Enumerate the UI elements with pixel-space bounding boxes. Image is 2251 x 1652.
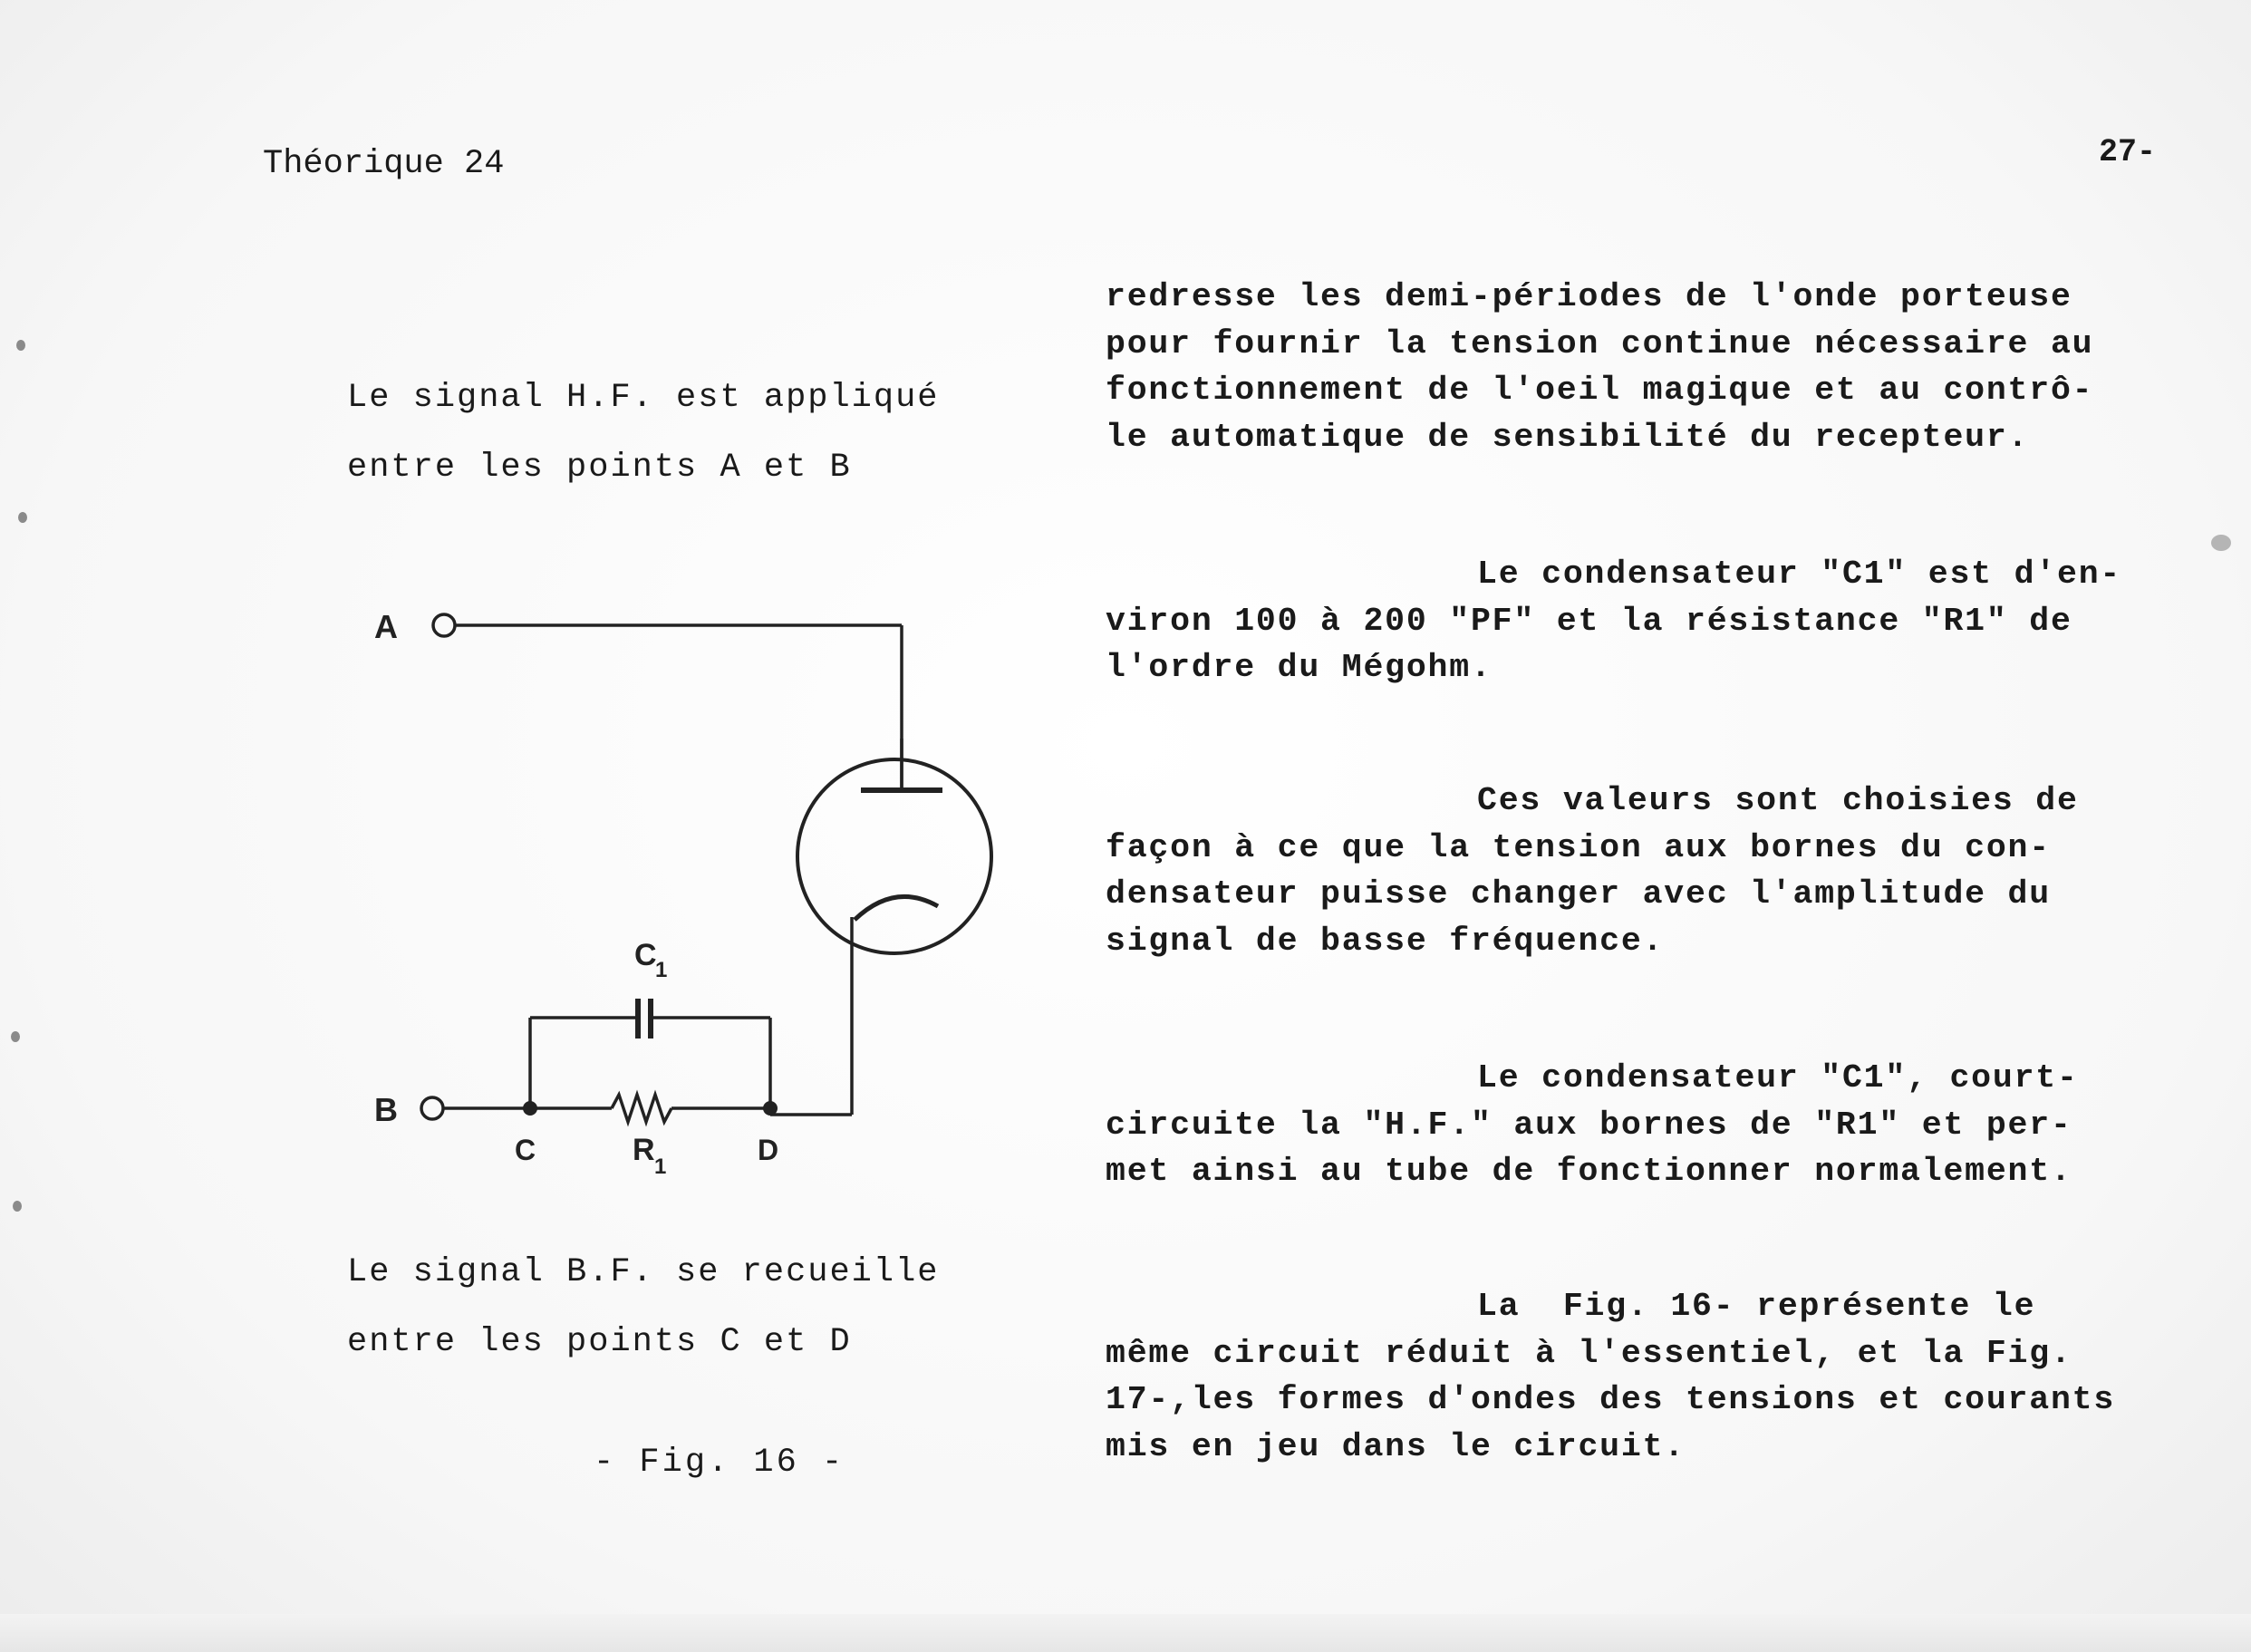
text-line: même circuit réduit à l'essentiel, et la Fig. — [1106, 1334, 2072, 1372]
scan-mark — [16, 340, 25, 351]
text-line: le automatique de sensibilité du recepteur. — [1106, 418, 2030, 456]
intro-line-1: Le signal H.F. est appliqué — [347, 379, 940, 417]
text-line: 17-,les formes d'ondes des tensions et courants — [1106, 1381, 2116, 1418]
scan-mark — [2211, 535, 2231, 551]
text-line: Le condensateur "C1" est d'en- — [1477, 555, 2122, 593]
label-b: B — [374, 1091, 398, 1128]
label-d: D — [758, 1134, 779, 1166]
scan-mark — [11, 1031, 20, 1042]
label-c1-sub: 1 — [655, 958, 668, 982]
label-c: C — [515, 1134, 536, 1166]
label-r1: R — [633, 1133, 655, 1167]
intro-line-2: entre les points A et B — [347, 449, 852, 487]
paragraph-4 — [1106, 1055, 2193, 1195]
text-line: redresse les demi-périodes de l'onde porteuse — [1106, 278, 2072, 315]
paragraph-3 — [1106, 778, 2193, 964]
junction-d — [763, 1101, 778, 1116]
text-line: l'ordre du Mégohm. — [1106, 649, 1493, 686]
label-a: A — [374, 608, 398, 645]
terminal-a — [433, 614, 455, 636]
text-line: Le condensateur "C1", court- — [1477, 1059, 2079, 1097]
text-line: Ces valeurs sont choisies de — [1477, 782, 2079, 819]
figure-caption: - Fig. 16 - — [594, 1444, 845, 1482]
scan-mark — [13, 1201, 22, 1212]
text-line: densateur puisse changer avec l'amplitude du — [1106, 875, 2051, 913]
text-line: circuite la "H.F." aux bornes de "R1" et per- — [1106, 1106, 2072, 1144]
label-r1-sub: 1 — [654, 1154, 667, 1179]
text-line: pour fournir la tension continue nécessaire au — [1106, 324, 2094, 362]
paragraph-1 — [1106, 274, 2193, 460]
junction-c — [523, 1101, 537, 1116]
text-line: signal de basse fréquence. — [1106, 922, 1665, 960]
outro-line-2: entre les points C et D — [347, 1323, 852, 1361]
text-line: fonctionnement de l'oeil magique et au contrô- — [1106, 372, 2094, 409]
circuit-diagram — [344, 580, 1069, 1196]
outro-line-1: Le signal B.F. se recueille — [347, 1253, 940, 1291]
header-left: Théorique 24 — [263, 145, 505, 183]
terminal-b — [421, 1097, 443, 1119]
scan-mark — [18, 512, 27, 523]
text-line: mis en jeu dans le circuit. — [1106, 1427, 1686, 1465]
text-line: La Fig. 16- représente le — [1477, 1288, 2036, 1325]
text-line: façon à ce que la tension aux bornes du con- — [1106, 828, 2051, 866]
label-c1: C — [634, 938, 657, 972]
resistor-r1 — [612, 1095, 671, 1122]
diode-cathode-arc — [855, 896, 938, 920]
page-number: 27- — [2099, 134, 2157, 170]
text-line: met ainsi au tube de fonctionner normalement. — [1106, 1153, 2072, 1190]
paragraph-5 — [1106, 1283, 2193, 1470]
paragraph-2 — [1106, 551, 2193, 691]
text-line: viron 100 à 200 "PF" et la résistance "R1" de — [1106, 602, 2072, 640]
